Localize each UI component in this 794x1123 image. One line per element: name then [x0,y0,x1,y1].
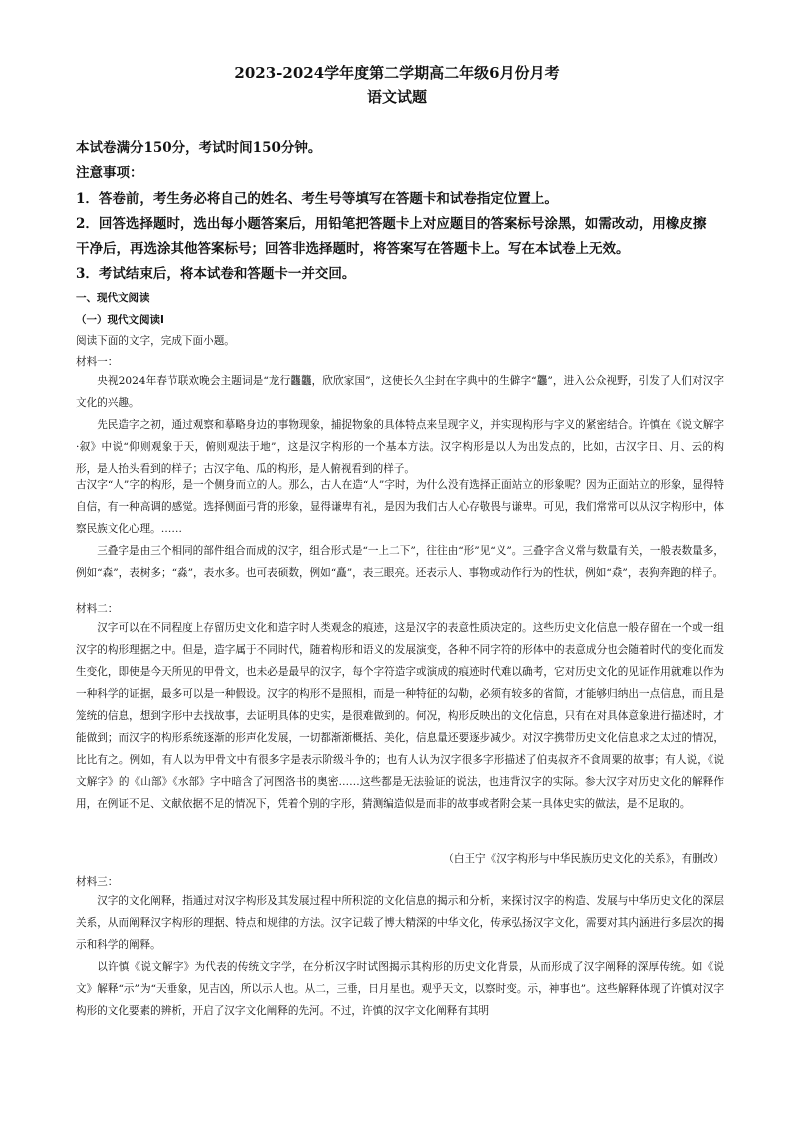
notice-item-3: 3．考试结束后，将本试卷和答题卡一并交回。 [76,266,356,282]
exam-subtitle: 语文试题 [366,88,427,106]
notice-heading: 注意事项： [76,165,144,181]
section-heading: 一、现代文阅读 [76,292,150,304]
material-1-paragraph-3: 古汉字“人”字的构形，是一个侧身而立的人。那么，古人在造“人”字时，为什么没有选择正面站立的形象呢？因为正面站立的形象，显得特自信，有一种高调的感觉。选择侧面弓背的形象，显得谦卑有礼，是因为我们古人心存敬畏与谦卑。可见，我们常常可以从汉字构形中，体察民族文化心理。…… [76,479,724,535]
material-2-label: 材料二： [76,603,119,615]
notice-item-2-line-1: 2．回答选择题时，选出每小题答案后，用铅笔把答题卡上对应题目的答案标号涂黑，如需改动，用橡皮擦 [76,216,707,232]
material-3-label: 材料三： [76,876,119,888]
sub-section-heading: （一）现代文阅读Ⅰ [76,314,164,326]
material-1-label: 材料一： [76,356,119,368]
material-3-paragraph-1: 汉字的文化阐释，指通过对汉字构形及其发展过程中所积淀的文化信息的揭示和分析，来探讨汉字的构造、发展与中华历史文化的深层关系，从而阐释汉字构形的理据、特点和规律的方法。汉字记载了博大精深的中华文化，传承弘扬汉字文化，需要对其内涵进行多层次的揭示和科学的阐释。 [76,895,724,951]
exam-title: 2023-2024学年度第二学期高二年级6月份月考 [234,64,560,82]
notice-item-2-line-2: 干净后，再选涂其他答案标号；回答非选择题时，将答案写在答题卡上。写在本试卷上无效。 [76,241,630,257]
material-2-credit: （白王宁《汉字构形与中华民族历史文化的关系》，有删改） [443,853,724,865]
score-line: 本试卷满分150分，考试时间150分钟。 [76,140,322,156]
material-3-paragraph-2: 以许慎《说文解字》为代表的传统文字学，在分析汉字时试图揭示其构形的历史文化背景，从而形成了汉字阐释的深厚传统。如《说文》解释“示”为“天垂象，见吉凶，所以示人也。从二，三垂，日月星也。观乎天文，以察时变。示，神事也”。这些解释体现了许慎对汉字构形的文化要素的辨析，开启了汉字文化阐释的先河。不过，许慎的汉字文化阐释有其明 [76,961,724,1017]
material-1-paragraph-4: 三叠字是由三个相同的部件组合而成的汉字，组合形式是“一上二下”，往往由“形”见“义”。三叠字含义常与数量有关，一般表数量多，例如“森”，表树多；“淼”，表水多。也可表硕数，例如“矗”，表三眼亮。还表示人、事物或动作行为的性状，例如“猋”，表狗奔跑的样子。 [76,545,724,579]
material-1-paragraph-2: 先民造字之初，通过观察和摹略身边的事物现象，捕捉物象的具体特点来呈现字义，并实现构形与字义的紧密结合。许慎在《说文解字·叙》中说“仰则观象于天，俯则观法于地”，这是汉字构形的一个基本方法。汉字构形是以人为出发点的，比如，古汉字日、月、云的构形，是人抬头看到的样子；古汉字龟、瓜的构形，是人俯视看到的样子。 [76,419,724,475]
reading-instruction: 阅读下面的文字，完成下面小题。 [76,335,235,347]
notice-item-1: 1．答卷前，考生务必将自己的姓名、考生号等填写在答题卡和试卷指定位置上。 [76,191,558,207]
material-1-paragraph-1: 央视2024年春节联欢晚会主题词是“龙行龘龘，欣欣家国”，这使长久尘封在字典中的生僻字“龘”，进入公众视野，引发了人们对汉字文化的兴趣。 [76,375,724,409]
material-2-paragraph-1: 汉字可以在不同程度上存留历史文化和造字时人类观念的痕迹，这是汉字的表意性质决定的。这些历史文化信息一般存留在一个或一组汉字的构形理据之中。但是，造字属于不同时代，随着构形和语义的发展演变，各种不同字符的形体中的表意成分也会随着时代的变化而发生变化，即使是今天所见的甲骨文，也未必是最早的汉字，每个字符造字或演成的痕迹时代难以确考，它对历史文化的见证作用就难以作为一种科学的证据，最多可以是一种假设。汉字的构形不是照相，而是一种特征的勾勒，必须有较多的省简，才能够归纳出一点信息，而且是笼统的信息，想到字形中去找故事，去证明具体的史实，是很难做到的。何况，构形反映出的文化信息，只有在对具体意象进行描述时，才能做到；而汉字的构形系统逐渐的形声化发展，一切都渐渐概括、美化，信息量还要逐步减少。对汉字携带历史文化信息求之太过的情况，比比有之。例如，有人以为甲骨文中有很多字是表示阶级斗争的；也有人认为汉字很多字形描述了伯夷叔齐不食周粟的故事；有人说，《说文解字》的《山部》《水部》字中暗含了河图洛书的奥密……这些都是无法验证的说法，也违背汉字的实际。参大汉字对历史文化的解释作用，在例证不足、文献依据不足的情况下，凭着个别的字形，猜测编造似是而非的故事或者附会某一具体史实的做法，是不足取的。 [76,622,724,810]
